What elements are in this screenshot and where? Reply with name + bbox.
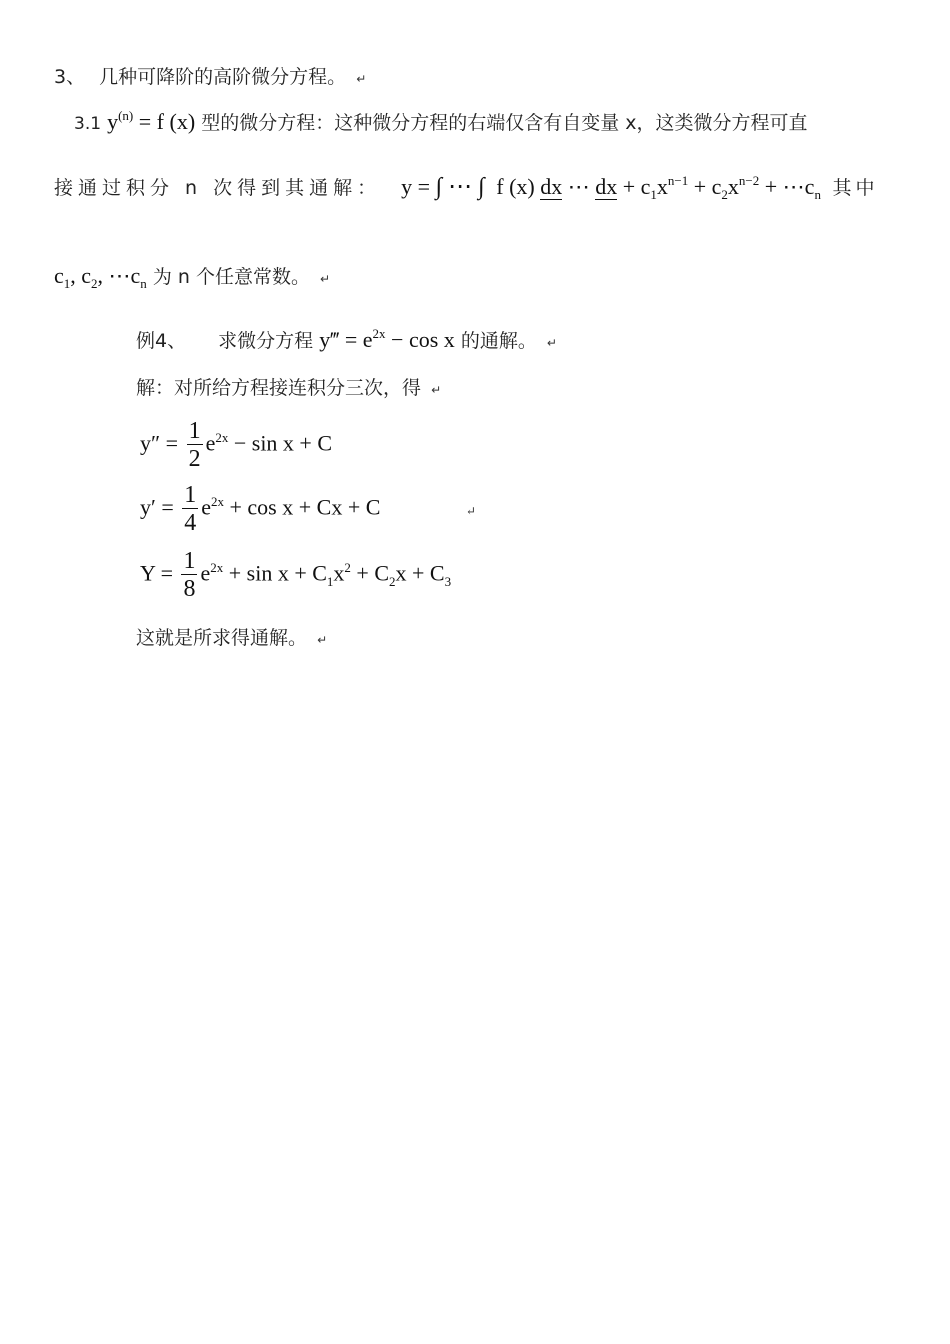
constants-sub-1: 1: [63, 276, 71, 291]
eq3-numerator: 1: [183, 548, 196, 574]
eq3-sup: 2x: [210, 559, 224, 575]
eq3-b: x: [333, 560, 345, 586]
paragraph-3-1-line-3: [54, 262, 330, 289]
conclusion-text: 这就是所求得通解。: [136, 627, 308, 649]
example-suffix: 的通解。: [460, 330, 537, 352]
constants-cn: , ⋯c: [97, 263, 141, 288]
eq3-a-sub: 1: [326, 573, 334, 589]
solution-term-2-sub: 2: [721, 187, 728, 202]
solution-term-1-sub: 1: [650, 187, 657, 202]
eq1-fraction: [187, 418, 203, 473]
eq3-d-sub: 3: [444, 573, 452, 589]
eq3-denominator: 8: [183, 576, 196, 602]
solution-term-1-x: x: [656, 174, 668, 199]
constants-c1: c: [54, 263, 64, 288]
eq2-tail: + cos x + Cx + C: [224, 494, 381, 520]
eq3-c-sub: 2: [389, 573, 396, 589]
example-prefix: 求微分方程: [218, 330, 314, 352]
solution-y: y =: [401, 174, 431, 199]
eq1-lhs: y″ =: [140, 430, 179, 456]
return-mark: ↵: [431, 383, 442, 397]
eq3-a: + sin x + C: [223, 560, 327, 586]
integral-signs: ∫ ⋯ ∫: [435, 174, 485, 200]
section-number: 3、: [54, 66, 86, 88]
section-heading: [54, 62, 366, 89]
constants-sub-n: n: [140, 276, 147, 291]
solution-dx-1: dx: [540, 174, 563, 199]
example-equation: y‴ = e: [319, 327, 373, 352]
eq2-fraction: [182, 482, 198, 537]
equation-2: [140, 482, 476, 537]
eq1-numerator: 1: [188, 418, 201, 444]
eq2-numerator: 1: [184, 482, 197, 508]
eq1-denominator: 2: [188, 446, 201, 472]
return-mark: ↵: [356, 72, 367, 86]
eq2-denominator: 4: [184, 510, 197, 536]
solution-intro: [136, 373, 441, 400]
trailing-text: 其中: [832, 177, 879, 199]
example-label: 例4、: [136, 330, 187, 352]
solution-term-2: + c: [693, 174, 722, 199]
solution-formula: [401, 173, 826, 202]
return-mark: ↵: [320, 272, 331, 286]
formula-lhs: y: [107, 109, 119, 134]
constants-text: 为 n 个任意常数。: [152, 266, 310, 288]
equation-3: [140, 548, 451, 603]
section-title: 几种可降阶的高阶微分方程。: [99, 66, 347, 88]
eq3-d: x + C: [395, 560, 445, 586]
paragraph-3-1-line-2: [54, 172, 878, 201]
eq2-lhs: y′ =: [140, 494, 174, 520]
solution-intro-text: 解：对所给方程接连积分三次，得: [136, 377, 422, 399]
solution-term-1-sup: n−1: [667, 173, 689, 188]
eq2-sup: 2x: [211, 493, 224, 509]
return-mark: ↵: [546, 336, 557, 350]
paragraph-text-2: 接通过积分 n 次得到其通解：: [54, 177, 382, 199]
solution-term-3-sub: n: [814, 187, 821, 202]
subsection-label: 3.1: [74, 114, 102, 134]
eq1-e: e: [205, 430, 216, 456]
constants-c2: , c: [70, 263, 92, 288]
eq2-e: e: [201, 494, 211, 520]
solution-term-1: + c: [622, 174, 651, 199]
eq3-fraction: [181, 548, 197, 603]
solution-dots: ⋯: [562, 174, 596, 199]
example-equation-tail: − cos x: [385, 327, 455, 352]
return-mark: ↵: [465, 503, 476, 518]
eq1-sup: 2x: [215, 429, 229, 445]
solution-f: f (x): [496, 174, 535, 199]
solution-term-2-x: x: [727, 174, 739, 199]
eq3-b-sup: 2: [344, 559, 351, 575]
solution-term-2-sup: n−2: [738, 173, 760, 188]
eq1-tail: − sin x + C: [228, 430, 333, 456]
equation-1: [140, 418, 332, 473]
constants-sub-2: 2: [91, 276, 98, 291]
solution-dx-2: dx: [595, 174, 618, 199]
formula-superscript: (n): [118, 108, 134, 123]
conclusion: [136, 623, 327, 650]
eq3-c: + C: [350, 560, 390, 586]
formula-rhs: = f (x): [133, 109, 196, 134]
example-4: [136, 326, 557, 353]
paragraph-text: 型的微分方程：这种微分方程的右端仅含有自变量 x，这类微分方程可直: [201, 112, 808, 134]
eq3-e: e: [200, 560, 211, 586]
paragraph-3-1-line-1: [74, 108, 808, 135]
eq3-lhs: Y =: [140, 560, 173, 586]
solution-term-3: + ⋯c: [764, 174, 815, 199]
return-mark: ↵: [317, 633, 328, 647]
example-equation-sup: 2x: [372, 326, 386, 341]
